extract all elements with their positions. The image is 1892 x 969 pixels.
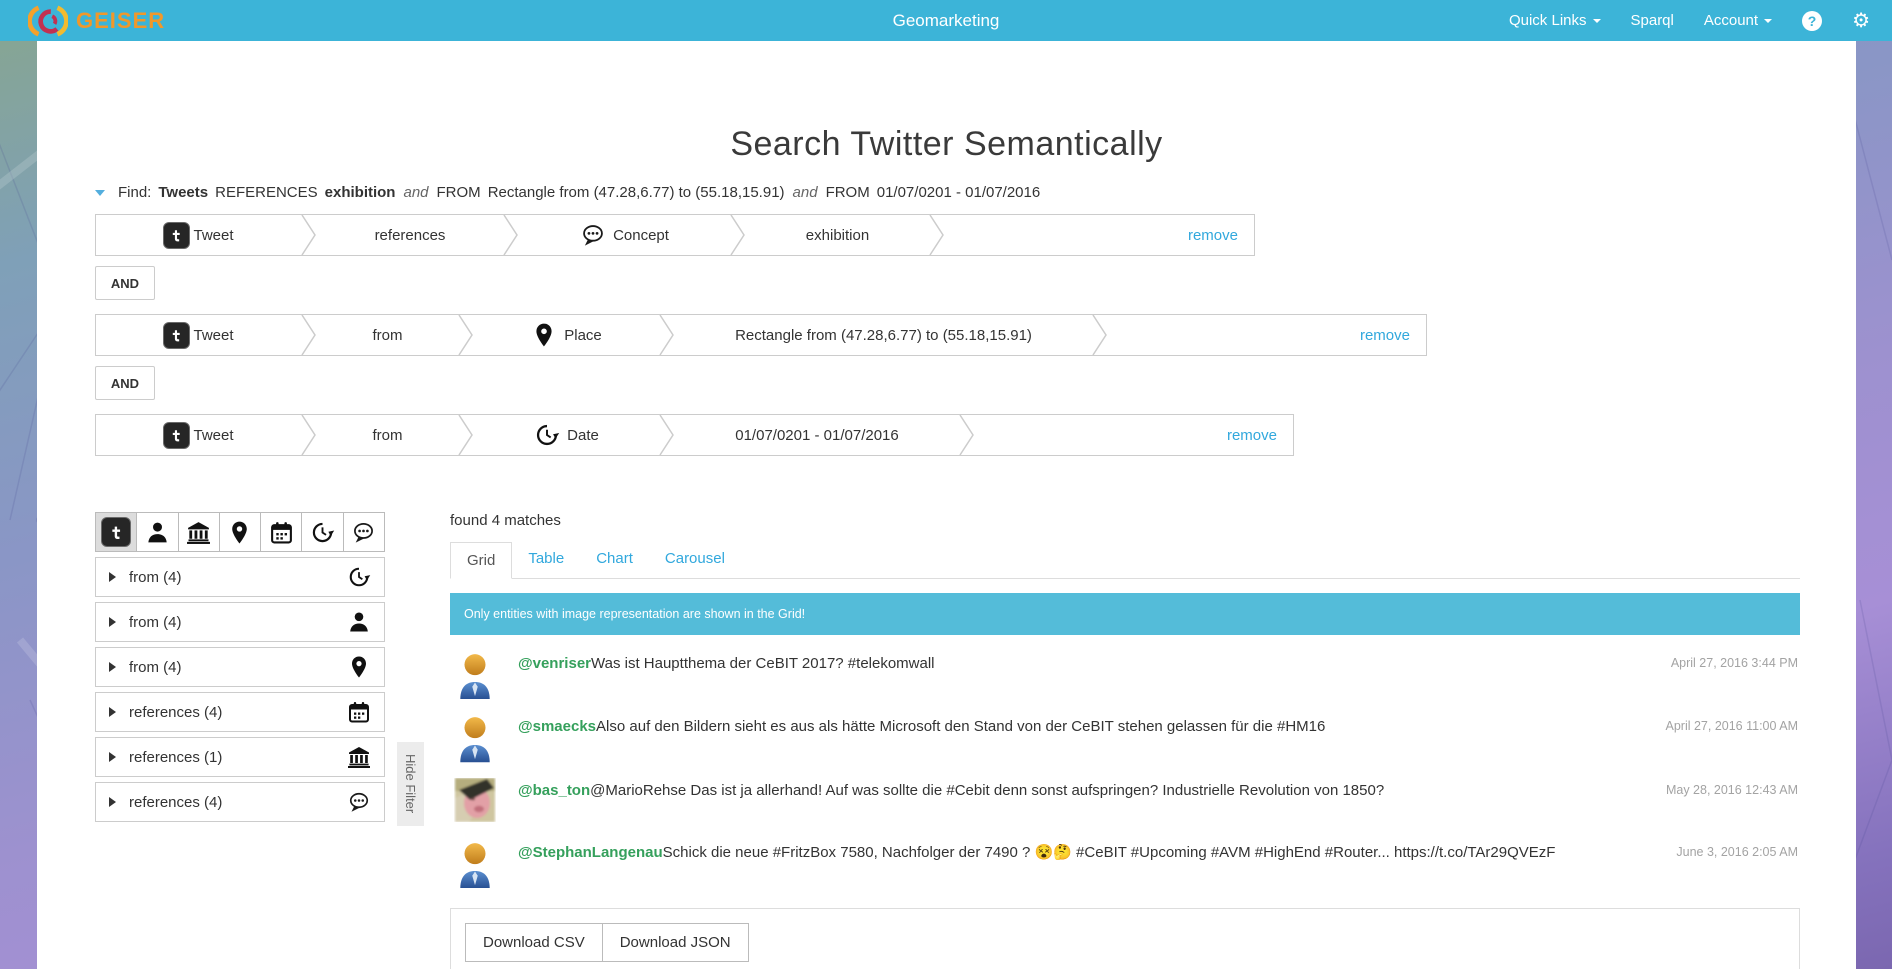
tweet-timestamp: May 28, 2016 12:43 AM	[1665, 782, 1798, 797]
find-conjunction-1: and	[403, 184, 429, 201]
brand-name: GEISER	[76, 7, 166, 33]
filter-type-toolbar	[95, 512, 385, 552]
find-object-1: exhibition	[324, 184, 396, 201]
find-entity: Tweets	[158, 184, 209, 201]
tweet-text: Also auf den Bildern sieht es aus als hätte Microsoft den Stand von der CeBIT stehen gelassen für die #HM16	[596, 718, 1326, 736]
query-predicate-label: from	[372, 326, 403, 344]
query-entity-label: Tweet	[193, 226, 234, 244]
quick-links-label: Quick Links	[1508, 12, 1587, 29]
tab-grid[interactable]: Grid	[450, 542, 512, 579]
query-value-label: exhibition	[805, 226, 870, 244]
filter-type-calendar[interactable]	[261, 513, 302, 551]
query-entity-segment[interactable]	[96, 215, 301, 255]
filter-type-place[interactable]	[220, 513, 261, 551]
and-operator-badge: AND	[95, 266, 155, 300]
find-label: Find:	[118, 184, 152, 201]
query-value-segment[interactable]	[675, 415, 959, 455]
brand[interactable]	[0, 5, 165, 37]
tweet-row[interactable]	[450, 714, 1800, 762]
generic-avatar	[454, 714, 496, 762]
history-icon	[534, 422, 560, 448]
account-label: Account	[1703, 12, 1759, 29]
calendar-icon	[269, 520, 294, 545]
breadcrumb-separator	[929, 215, 945, 255]
query-actions-segment	[975, 415, 1293, 455]
tweet-text: Schick die neue #FritzBox 7580, Nachfolger der 7490 ? 😵🤔 #CeBIT #Upcoming #AVM #HighEnd #Router... https://t.co/TAr29QVEzF	[662, 843, 1556, 861]
filter-group-from-date[interactable]	[95, 557, 385, 597]
expand-caret-icon	[109, 662, 116, 672]
person-icon	[145, 520, 170, 545]
twitter-icon	[163, 222, 190, 249]
breadcrumb-separator	[301, 215, 317, 255]
query-type-segment[interactable]	[519, 215, 730, 255]
query-type-label: Date	[567, 426, 599, 444]
page-title: Search Twitter Semantically	[730, 125, 1163, 163]
tweet-timestamp: June 3, 2016 2:05 AM	[1676, 844, 1798, 859]
filter-group-label: from (4)	[129, 613, 182, 631]
query-summary	[95, 184, 1856, 201]
hide-filter-toggle[interactable]: Hide Filter	[397, 742, 424, 826]
collapse-caret-icon[interactable]	[95, 190, 105, 196]
tab-carousel[interactable]: Carousel	[664, 550, 725, 567]
query-type-label: Concept	[613, 226, 669, 244]
top-navbar	[0, 0, 1892, 41]
filter-type-concept[interactable]	[344, 513, 384, 551]
query-predicate-segment[interactable]	[317, 315, 458, 355]
tweet-content	[518, 778, 1590, 801]
tweet-row[interactable]	[450, 778, 1800, 825]
breadcrumb-separator	[301, 315, 317, 355]
query-predicate-label: from	[372, 426, 403, 444]
tweet-text: @MarioRehse Das ist ja allerhand! Auf was sollte die #Cebit denn sonst aufspringen? Industrielle Revolution von 1850?	[590, 781, 1385, 799]
filter-group-from-person[interactable]	[95, 602, 385, 642]
history-icon	[347, 565, 371, 589]
tweet-timestamp: April 27, 2016 11:00 AM	[1665, 719, 1798, 734]
expand-caret-icon	[109, 797, 116, 807]
find-predicate-2: FROM	[436, 184, 481, 201]
filter-group-references-calendar[interactable]	[95, 692, 385, 732]
query-value-label: 01/07/0201 - 01/07/2016	[735, 426, 899, 444]
tab-table[interactable]: Table	[528, 550, 565, 567]
query-value-segment[interactable]	[746, 215, 929, 255]
history-icon	[310, 520, 335, 545]
results-view-tabs	[450, 541, 1800, 579]
breadcrumb-separator	[730, 215, 746, 255]
download-json-button[interactable]: Download JSON	[602, 923, 749, 962]
query-type-segment[interactable]	[474, 315, 659, 355]
query-type-label: Place	[564, 326, 602, 344]
query-row-place	[95, 314, 1427, 356]
photo-avatar	[454, 778, 496, 822]
tweet-list	[450, 651, 1800, 888]
query-value-label: Rectangle from (47.28,6.77) to (55.18,15.91)	[735, 326, 1032, 344]
tweet-handle[interactable]: @venriser	[518, 655, 592, 672]
results-count: found 4 matches	[450, 512, 561, 529]
breadcrumb-separator	[659, 315, 675, 355]
generic-avatar	[454, 651, 496, 699]
find-predicate-1: REFERENCES	[215, 184, 318, 201]
breadcrumb-separator	[659, 415, 675, 455]
query-row-date	[95, 414, 1294, 456]
query-actions-segment	[945, 215, 1254, 255]
query-entity-label: Tweet	[193, 426, 234, 444]
query-row-concept	[95, 214, 1255, 256]
place-icon	[227, 520, 252, 545]
concept-icon	[347, 790, 371, 814]
query-type-segment[interactable]	[474, 415, 659, 455]
breadcrumb-separator	[301, 415, 317, 455]
filter-group-label: references (1)	[129, 748, 223, 766]
tweet-timestamp: April 27, 2016 3:44 PM	[1670, 656, 1798, 670]
filter-type-tweet[interactable]	[96, 513, 137, 551]
grid-notice-banner: Only entities with image representation are shown in the Grid!	[450, 593, 1800, 635]
tweet-handle[interactable]: @bas_ton	[518, 781, 591, 799]
help-icon[interactable]: ?	[1802, 11, 1822, 31]
place-icon	[347, 655, 371, 679]
download-toolbar	[450, 908, 1800, 969]
twitter-icon	[163, 322, 190, 349]
filter-group-from-place[interactable]	[95, 647, 385, 687]
filter-type-date[interactable]	[302, 513, 343, 551]
account-menu[interactable]	[1704, 12, 1772, 29]
tweet-row[interactable]	[450, 651, 1800, 699]
find-object-2: Rectangle from (47.28,6.77) to (55.18,15.91)	[487, 184, 785, 201]
filter-type-person[interactable]	[137, 513, 178, 551]
concept-icon	[351, 520, 376, 545]
app-title: Geomarketing	[892, 10, 1000, 30]
filter-group-label: from (4)	[129, 658, 182, 676]
breadcrumb-separator	[959, 415, 975, 455]
quick-links-menu[interactable]	[1509, 12, 1601, 29]
geiser-logo-icon	[28, 5, 68, 37]
tweet-row[interactable]	[450, 840, 1800, 888]
chevron-down-icon	[1593, 19, 1601, 23]
remove-query-button[interactable]: remove	[1187, 226, 1238, 244]
chevron-down-icon	[1764, 19, 1772, 23]
sparql-label: Sparql	[1630, 12, 1674, 29]
gear-icon[interactable]: ⚙	[1852, 9, 1870, 32]
museum-icon	[186, 520, 211, 545]
generic-avatar	[454, 840, 496, 888]
filter-group-references-museum[interactable]	[95, 737, 385, 777]
concept-icon	[580, 222, 606, 248]
remove-query-button[interactable]: remove	[1359, 326, 1410, 344]
query-entity-label: Tweet	[193, 326, 234, 344]
results-panel	[450, 512, 1800, 969]
twitter-icon	[163, 422, 190, 449]
find-conjunction-2: and	[792, 184, 818, 201]
tweet-text: Was ist Hauptthema der CeBIT 2017? #telekomwall	[591, 655, 935, 672]
find-object-3: 01/07/0201 - 01/07/2016	[876, 184, 1041, 201]
place-icon	[531, 322, 557, 348]
breadcrumb-separator	[503, 215, 519, 255]
find-predicate-3: FROM	[825, 184, 870, 201]
calendar-icon	[347, 700, 371, 724]
filter-group-label: from (4)	[129, 568, 182, 586]
and-operator-badge: AND	[95, 366, 155, 400]
query-value-segment[interactable]	[675, 315, 1092, 355]
tab-chart[interactable]: Chart	[596, 550, 633, 567]
person-icon	[347, 610, 371, 634]
breadcrumb-separator	[458, 315, 474, 355]
query-predicate-segment[interactable]	[317, 215, 503, 255]
expand-caret-icon	[109, 617, 116, 627]
museum-icon	[347, 745, 371, 769]
expand-caret-icon	[109, 707, 116, 717]
expand-caret-icon	[109, 752, 116, 762]
remove-query-button[interactable]: remove	[1226, 426, 1277, 444]
download-csv-button[interactable]: Download CSV	[465, 923, 603, 962]
twitter-icon	[101, 517, 131, 547]
filter-group-label: references (4)	[129, 793, 223, 811]
main-card	[37, 41, 1856, 969]
tweet-content	[518, 840, 1590, 863]
query-entity-segment[interactable]	[96, 315, 301, 355]
query-predicate-segment[interactable]	[317, 415, 458, 455]
query-entity-segment[interactable]	[96, 415, 301, 455]
tweet-content	[518, 714, 1590, 737]
breadcrumb-separator	[1092, 315, 1108, 355]
expand-caret-icon	[109, 572, 116, 582]
filter-panel	[95, 512, 385, 822]
filter-type-organization[interactable]	[179, 513, 220, 551]
query-actions-segment	[1108, 315, 1426, 355]
sparql-link[interactable]	[1631, 12, 1674, 29]
query-predicate-label: references	[374, 226, 446, 244]
tweet-content	[518, 651, 1590, 674]
tweet-handle[interactable]: @smaecks	[518, 718, 597, 736]
breadcrumb-separator	[458, 415, 474, 455]
filter-group-label: references (4)	[129, 703, 223, 721]
tweet-handle[interactable]: @StephanLangenau	[518, 843, 663, 861]
filter-group-references-concept[interactable]	[95, 782, 385, 822]
